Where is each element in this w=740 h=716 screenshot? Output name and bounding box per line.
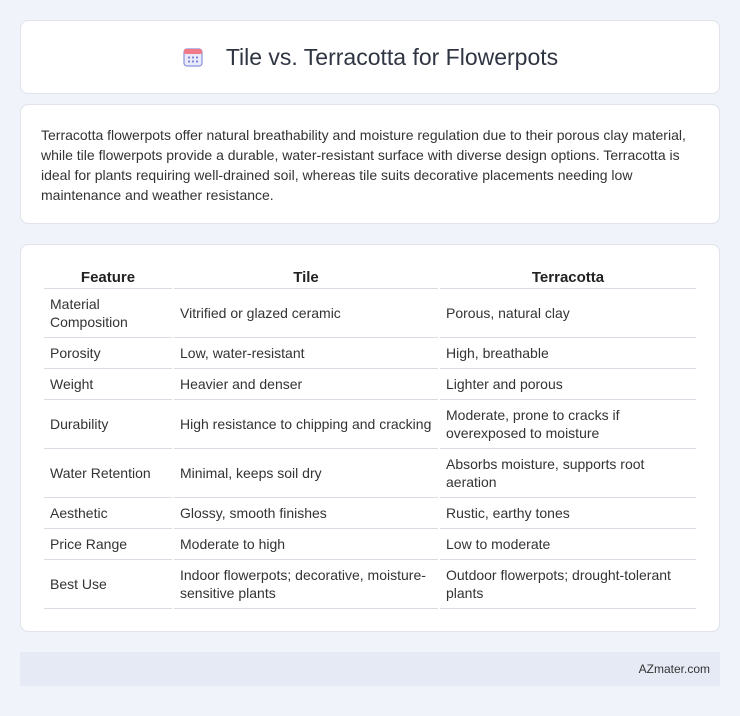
tile-cell: Moderate to high	[174, 529, 438, 560]
tile-cell: High resistance to chipping and cracking	[174, 400, 438, 449]
table-row	[44, 369, 696, 400]
feature-cell: Weight	[44, 369, 172, 400]
footer-site-label: AZmater.com	[638, 662, 710, 676]
feature-cell: Material Composition	[44, 289, 172, 338]
table-header-row	[44, 265, 696, 289]
table-row	[44, 560, 696, 609]
terracotta-cell: Outdoor flowerpots; drought-tolerant plants	[440, 560, 696, 609]
tile-cell: Low, water-resistant	[174, 338, 438, 369]
terracotta-cell: Rustic, earthy tones	[440, 498, 696, 529]
terracotta-cell: Porous, natural clay	[440, 289, 696, 338]
table-row	[44, 498, 696, 529]
feature-cell: Porosity	[44, 338, 172, 369]
tile-cell: Heavier and denser	[174, 369, 438, 400]
table-row	[44, 529, 696, 560]
table-row	[44, 289, 696, 338]
feature-cell: Water Retention	[44, 449, 172, 498]
tile-cell: Minimal, keeps soil dry	[174, 449, 438, 498]
comparison-table-card	[20, 244, 720, 632]
header-terracotta: Terracotta	[440, 265, 696, 289]
feature-cell: Aesthetic	[44, 498, 172, 529]
header-tile: Tile	[174, 265, 438, 289]
feature-cell: Durability	[44, 400, 172, 449]
title-card	[20, 20, 720, 94]
comparison-table	[42, 265, 698, 609]
terracotta-cell: High, breathable	[440, 338, 696, 369]
calendar-icon	[182, 46, 204, 68]
feature-cell: Best Use	[44, 560, 172, 609]
terracotta-cell: Absorbs moisture, supports root aeration	[440, 449, 696, 498]
table-row	[44, 338, 696, 369]
feature-cell: Price Range	[44, 529, 172, 560]
header-feature: Feature	[44, 265, 172, 289]
terracotta-cell: Moderate, prone to cracks if overexposed to moisture	[440, 400, 696, 449]
tile-cell: Indoor flowerpots; decorative, moisture-sensitive plants	[174, 560, 438, 609]
footer	[20, 652, 720, 686]
tile-cell: Vitrified or glazed ceramic	[174, 289, 438, 338]
page-title: Tile vs. Terracotta for Flowerpots	[225, 43, 559, 70]
terracotta-cell: Low to moderate	[440, 529, 696, 560]
table-row	[44, 449, 696, 498]
intro-text: Terracotta flowerpots offer natural breathability and moisture regulation due to their porous clay material, while tile flowerpots provide a durable, water-resistant surface with diverse design options. Terracotta is ideal for plants requiring well-drained soil, whereas tile suits decorative placements needing low maintenance and weather resistance.	[41, 127, 686, 203]
intro-card	[20, 104, 720, 224]
terracotta-cell: Lighter and porous	[440, 369, 696, 400]
tile-cell: Glossy, smooth finishes	[174, 498, 438, 529]
table-row	[44, 400, 696, 449]
